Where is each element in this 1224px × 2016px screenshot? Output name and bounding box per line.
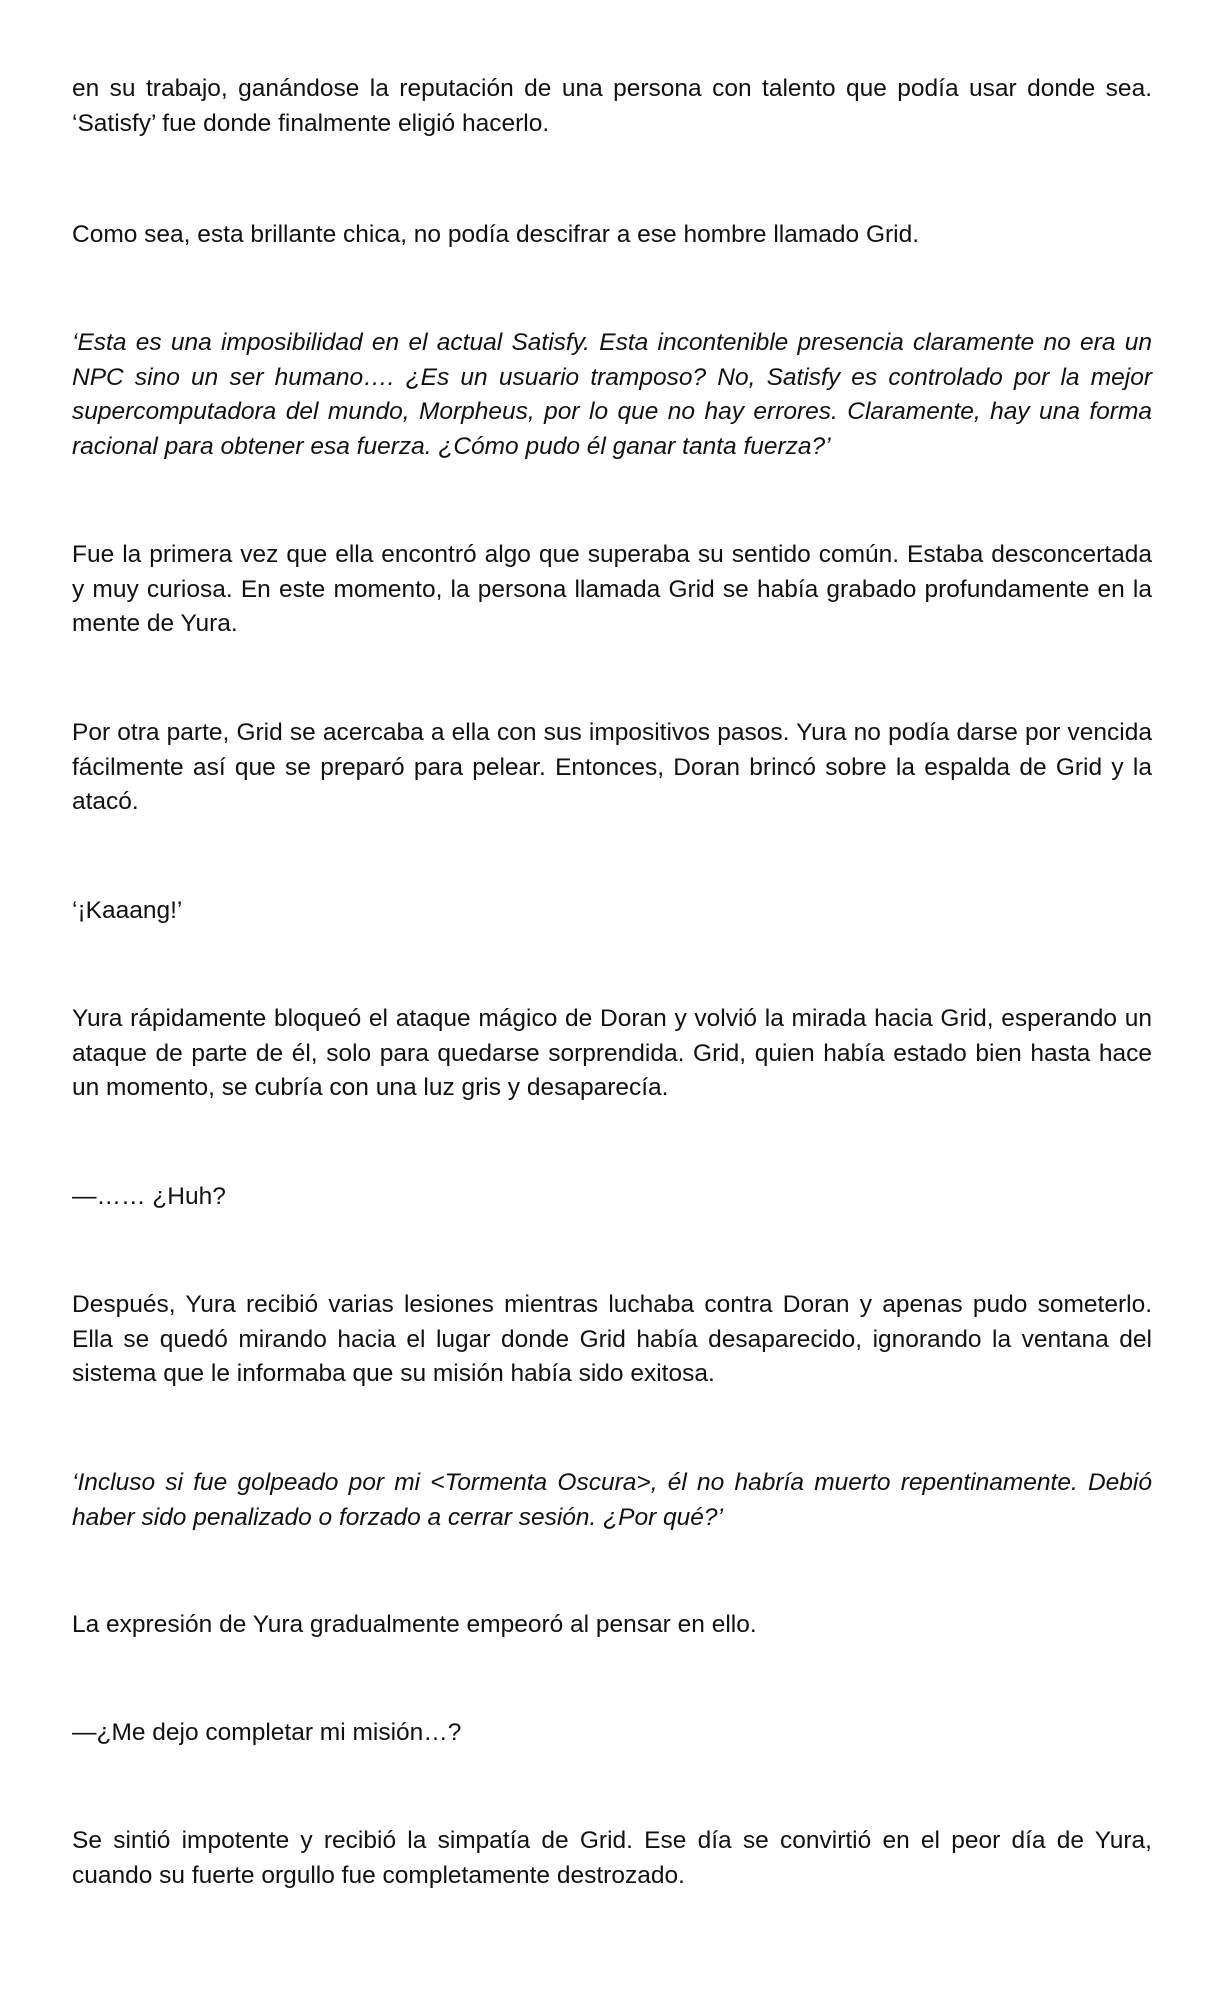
paragraph-9: Después, Yura recibió varias lesiones mientras luchaba contra Doran y apenas pudo someterlo. Ella se quedó mirando hacia el lugar donde Grid había desaparecido, ignorando la ventana del sistema que le informaba que su misión había sido exitosa.	[72, 1291, 1152, 1387]
paragraph-1: en su trabajo, ganándose la reputación de una persona con talento que podía usar donde sea. ‘Satisfy’ fue donde finalmente eligió hacerlo.	[72, 75, 1152, 137]
paragraph-3-thought: ‘Esta es una imposibilidad en el actual Satisfy. Esta incontenible presencia claramente no era un NPC sino un ser humano…. ¿Es un usuario tramposo? No, Satisfy es controlado por la mejor supercomputadora del mundo, Morpheus, por lo que no hay errores. Claramente, hay una forma racional para obtener esa fuerza. ¿Cómo pudo él ganar tanta fuerza?’	[72, 329, 1152, 460]
paragraph-6-sound: ‘¡Kaaang!’	[72, 897, 183, 924]
paragraph-4: Fue la primera vez que ella encontró algo que superaba su sentido común. Estaba desconcertada y muy curiosa. En este momento, la persona llamada Grid se había grabado profundamente en la mente de Yura.	[72, 541, 1152, 637]
paragraph-12-dialogue: —¿Me dejo completar mi misión…?	[72, 1719, 462, 1746]
paragraph-11: La expresión de Yura gradualmente empeoró al pensar en ello.	[72, 1611, 757, 1638]
paragraph-8-dialogue: —…… ¿Huh?	[72, 1183, 226, 1210]
paragraph-10-thought: ‘Incluso si fue golpeado por mi <Tormenta Oscura>, él no habría muerto repentinamente. Debió haber sido penalizado o forzado a cerrar sesión. ¿Por qué?’	[72, 1469, 1152, 1531]
paragraph-5: Por otra parte, Grid se acercaba a ella con sus impositivos pasos. Yura no podía darse por vencida fácilmente así que se preparó para pelear. Entonces, Doran brincó sobre la espalda de Grid y la atacó.	[72, 719, 1152, 815]
paragraph-13: Se sintió impotente y recibió la simpatía de Grid. Ese día se convirtió en el peor día de Yura, cuando su fuerte orgullo fue completamente destrozado.	[72, 1827, 1152, 1889]
paragraph-2: Como sea, esta brillante chica, no podía descifrar a ese hombre llamado Grid.	[72, 221, 920, 248]
paragraph-7: Yura rápidamente bloqueó el ataque mágico de Doran y volvió la mirada hacia Grid, esperando un ataque de parte de él, solo para quedarse sorprendida. Grid, quien había estado bien hasta hace un momento, se cubría con una luz gris y desaparecía.	[72, 1005, 1152, 1101]
